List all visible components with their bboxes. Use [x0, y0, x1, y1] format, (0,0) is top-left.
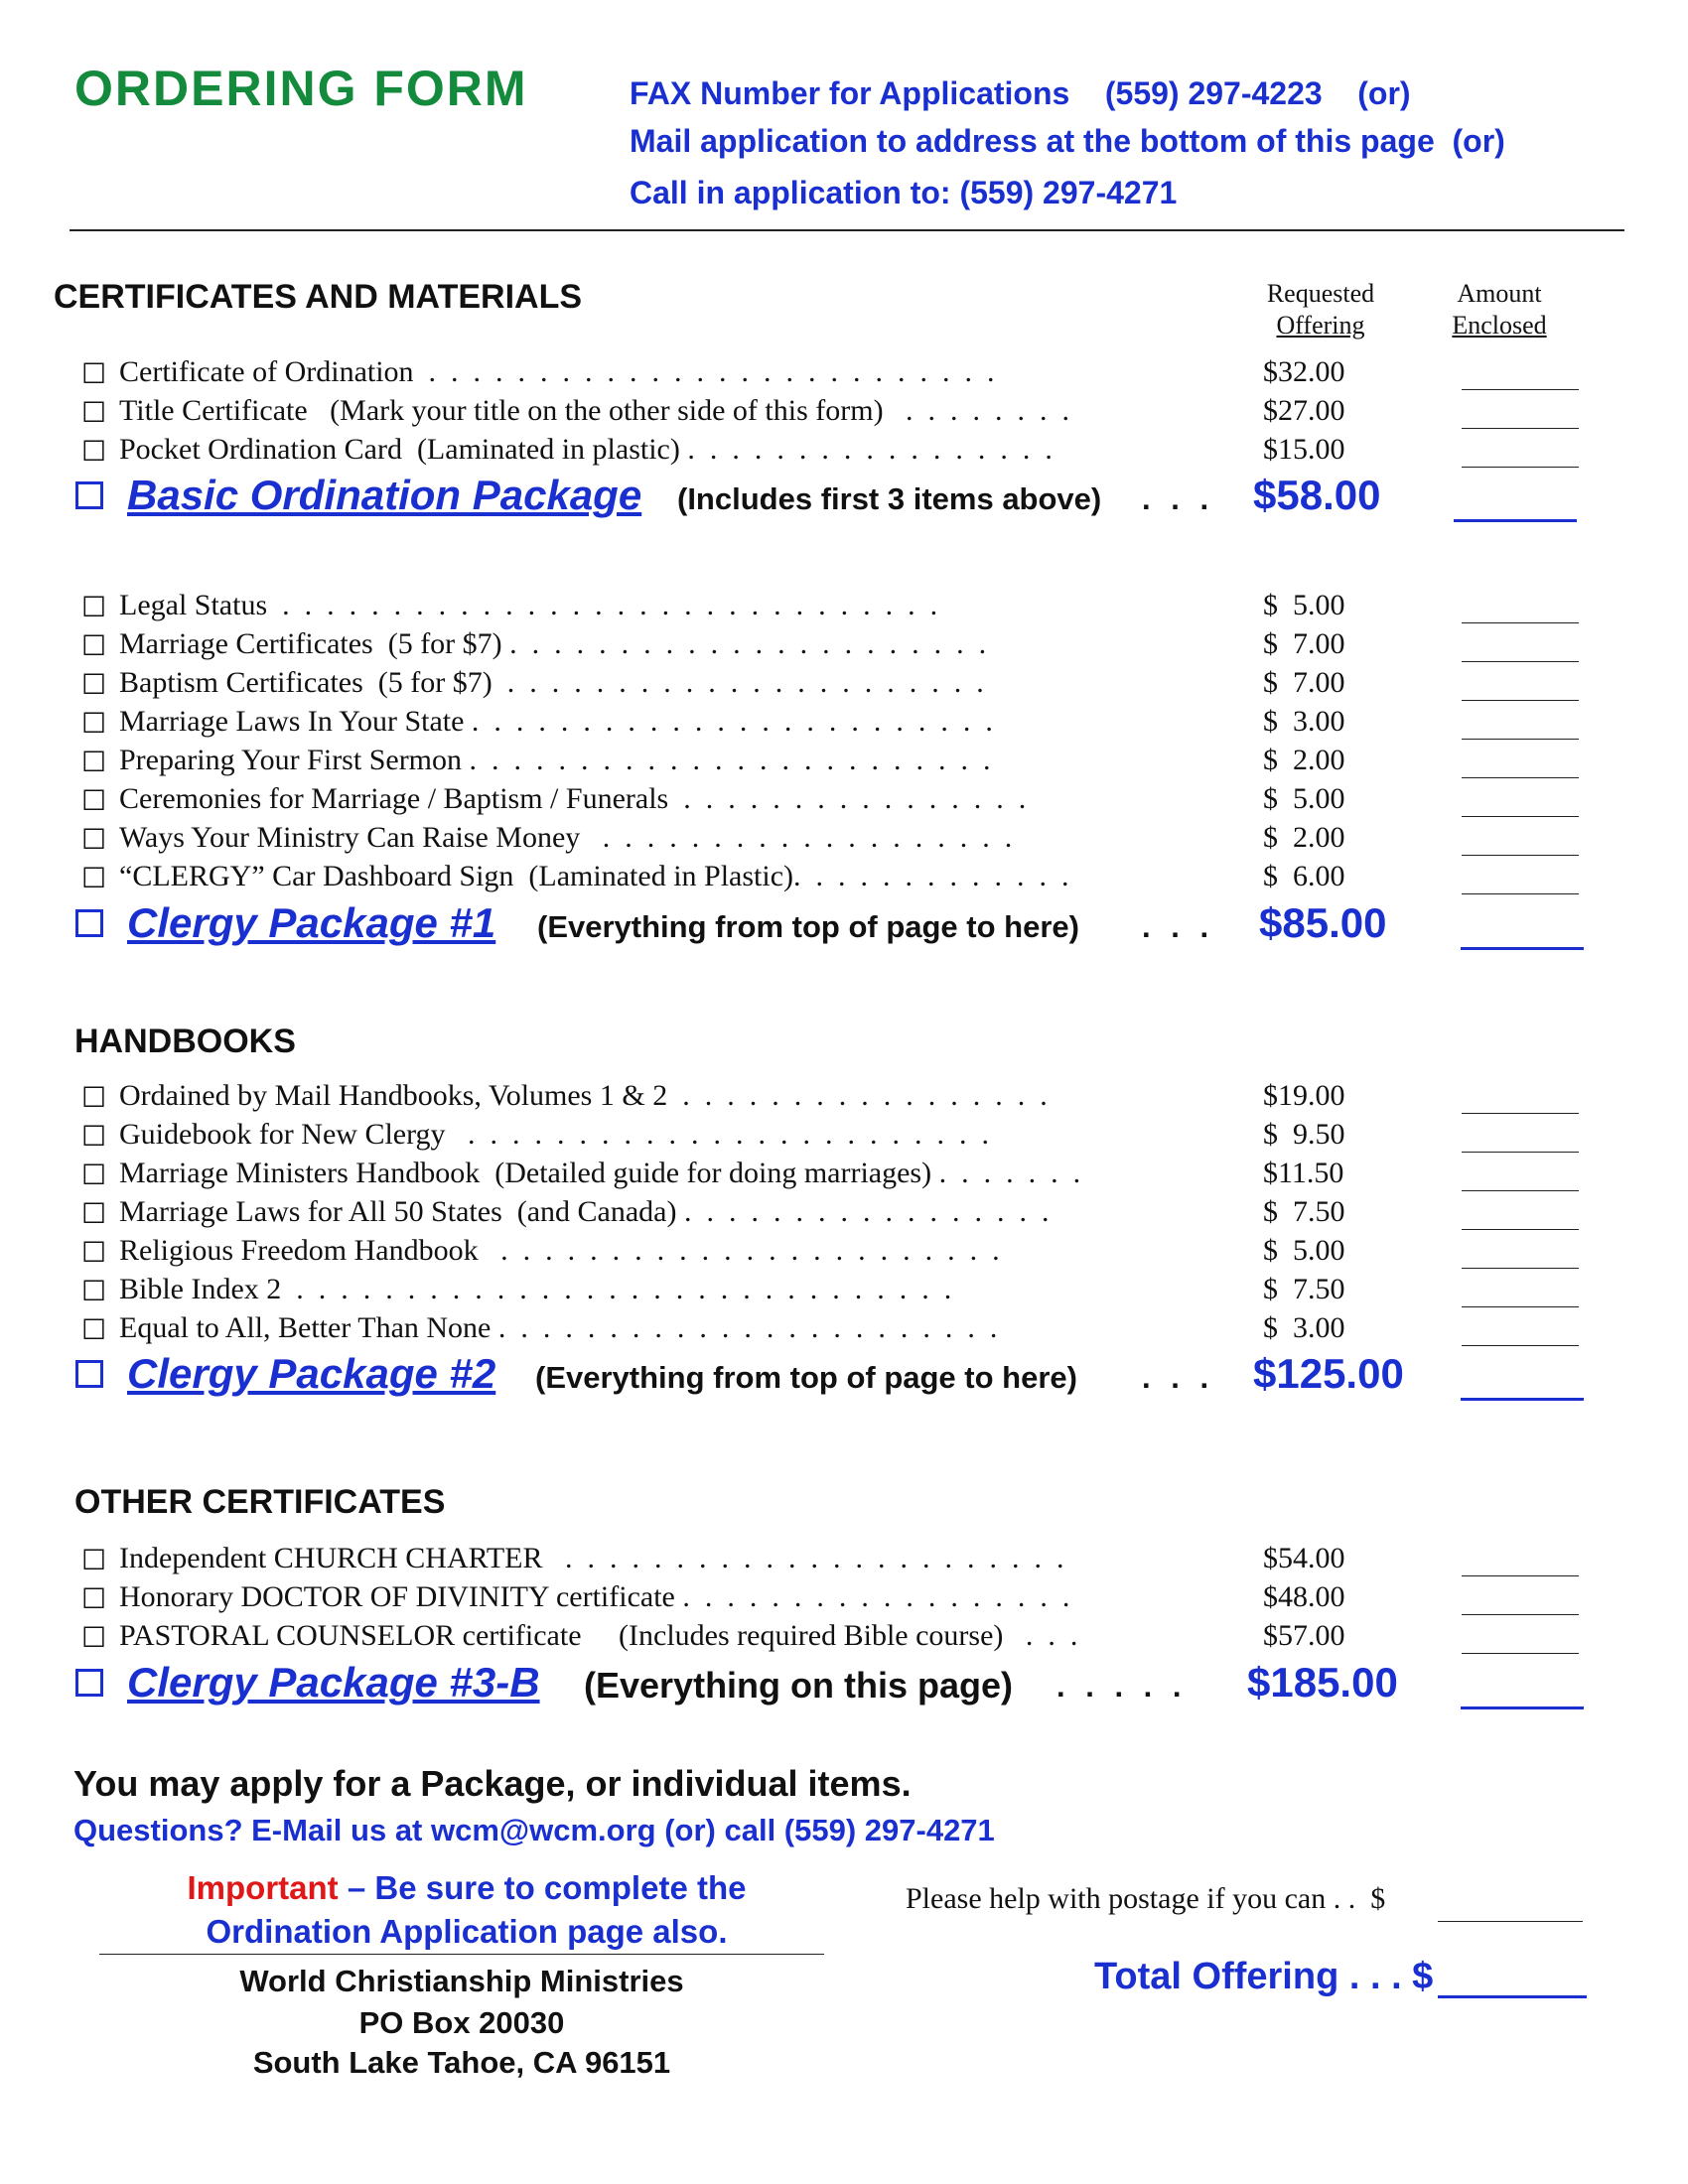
- package-row-clergy-2[interactable]: Clergy Package #2 (Everything from top of page to here) . . . $125.00: [75, 1350, 1585, 1404]
- amount-blank[interactable]: [1462, 1229, 1579, 1230]
- checkbox-icon[interactable]: ☐: [81, 1582, 107, 1615]
- package-row-clergy-3b[interactable]: Clergy Package #3-B (Everything on this page) . . . . . $185.00: [75, 1659, 1585, 1712]
- list-item[interactable]: ☐ Guidebook for New Clergy . . . . . . . . . . . . . . . . . . . . . . . . $ 9.50: [81, 1118, 1233, 1158]
- checkbox-icon[interactable]: [75, 1360, 103, 1388]
- checkbox-icon[interactable]: ☐: [81, 707, 107, 740]
- amount-blank[interactable]: [1462, 428, 1579, 429]
- checkbox-icon[interactable]: ☐: [81, 1120, 107, 1153]
- list-item[interactable]: ☐ Pocket Ordination Card (Laminated in plastic) . . . . . . . . . . . . . . . . . $15.00: [81, 433, 1233, 473]
- amount-blank[interactable]: [1462, 1268, 1579, 1269]
- apply-note: You may apply for a Package, or individual items.: [73, 1763, 912, 1804]
- checkbox-icon[interactable]: [75, 481, 103, 509]
- amount-blank[interactable]: [1461, 947, 1584, 950]
- checkbox-icon[interactable]: ☐: [81, 1159, 107, 1191]
- list-item[interactable]: ☐ “CLERGY” Car Dashboard Sign (Laminated in Plastic). . . . . . . . . . . . . $ 6.00: [81, 860, 1233, 899]
- amount-blank[interactable]: [1462, 855, 1579, 856]
- postage-note: Please help with postage if you can . . $: [906, 1882, 1386, 1915]
- package-name[interactable]: Clergy Package #1: [127, 899, 496, 946]
- checkbox-icon[interactable]: ☐: [81, 629, 107, 662]
- package-name[interactable]: Basic Ordination Package: [127, 472, 642, 518]
- amount-blank[interactable]: [1462, 1575, 1579, 1576]
- page-title: ORDERING FORM: [74, 61, 528, 116]
- section-title-other-certificates: OTHER CERTIFICATES: [74, 1483, 446, 1521]
- checkbox-icon[interactable]: [75, 909, 103, 937]
- list-item[interactable]: ☐ Marriage Ministers Handbook (Detailed guide for doing marriages) . . . . . . . $11.50: [81, 1157, 1233, 1196]
- amount-blank[interactable]: [1462, 700, 1579, 701]
- amount-blank[interactable]: [1462, 1152, 1579, 1153]
- address-divider: [99, 1954, 824, 1955]
- checkbox-icon[interactable]: ☐: [81, 435, 107, 468]
- column-header-amount: Amount Enclosed: [1452, 279, 1547, 340]
- checkbox-icon[interactable]: ☐: [81, 1236, 107, 1269]
- amount-blank[interactable]: [1462, 1306, 1579, 1307]
- checkbox-icon[interactable]: ☐: [81, 823, 107, 856]
- amount-blank[interactable]: [1461, 1398, 1584, 1401]
- list-item[interactable]: ☐ Ways Your Ministry Can Raise Money . . . . . . . . . . . . . . . . . . . $ 2.00: [81, 821, 1233, 861]
- call-line: Call in application to: (559) 297-4271: [630, 175, 1178, 210]
- package-row-basic[interactable]: Basic Ordination Package (Includes first 3 items above) . . . $58.00: [75, 472, 1585, 525]
- list-item[interactable]: ☐ Marriage Certificates (5 for $7) . . . . . . . . . . . . . . . . . . . . . . $ 7.00: [81, 627, 1233, 667]
- checkbox-icon[interactable]: ☐: [81, 357, 107, 390]
- list-item[interactable]: ☐ Equal to All, Better Than None . . . . . . . . . . . . . . . . . . . . . . . $ 3.00: [81, 1311, 1233, 1351]
- postage-blank[interactable]: [1438, 1921, 1583, 1922]
- list-item[interactable]: ☐ Title Certificate (Mark your title on the other side of this form) . . . . . . . . $27.00: [81, 394, 1233, 434]
- checkbox-icon[interactable]: ☐: [81, 396, 107, 429]
- amount-blank[interactable]: [1462, 1614, 1579, 1615]
- amount-blank[interactable]: [1462, 816, 1579, 817]
- amount-blank[interactable]: [1462, 1190, 1579, 1191]
- section-title-certificates: CERTIFICATES AND MATERIALS: [54, 278, 583, 316]
- mail-line: Mail application to address at the bottom of this page (or): [630, 123, 1505, 159]
- checkbox-icon[interactable]: ☐: [81, 1621, 107, 1654]
- list-item[interactable]: ☐ Independent CHURCH CHARTER . . . . . . . . . . . . . . . . . . . . . . . $54.00: [81, 1542, 1233, 1581]
- list-item[interactable]: ☐ Ceremonies for Marriage / Baptism / Funerals . . . . . . . . . . . . . . . . $ 5.00: [81, 782, 1233, 822]
- list-item[interactable]: ☐ Marriage Laws In Your State . . . . . . . . . . . . . . . . . . . . . . . . $ 3.00: [81, 705, 1233, 745]
- amount-blank[interactable]: [1462, 1653, 1579, 1654]
- package-name[interactable]: Clergy Package #3-B: [127, 1659, 540, 1706]
- list-item[interactable]: ☐ Honorary DOCTOR OF DIVINITY certificate . . . . . . . . . . . . . . . . . . $48.00: [81, 1580, 1233, 1620]
- package-row-clergy-1[interactable]: Clergy Package #1 (Everything from top of page to here) . . . $85.00: [75, 899, 1585, 953]
- checkbox-icon[interactable]: ☐: [81, 1081, 107, 1114]
- fax-line: FAX Number for Applications (559) 297-4223 (or): [630, 75, 1411, 111]
- list-item[interactable]: ☐ PASTORAL COUNSELOR certificate (Includes required Bible course) . . . $57.00: [81, 1619, 1233, 1659]
- checkbox-icon[interactable]: ☐: [81, 1275, 107, 1307]
- column-header-requested: Requested Offering: [1266, 279, 1375, 340]
- address-po-box: PO Box 20030: [358, 2005, 565, 2040]
- important-note: Important – Be sure to complete the Ordination Application page also.: [187, 1869, 747, 1950]
- list-item[interactable]: ☐ Certificate of Ordination . . . . . . . . . . . . . . . . . . . . . . . . . . $32.00: [81, 355, 1233, 395]
- checkbox-icon[interactable]: ☐: [81, 784, 107, 817]
- checkbox-icon[interactable]: ☐: [81, 1544, 107, 1576]
- checkbox-icon[interactable]: ☐: [81, 862, 107, 894]
- total-offering-label: Total Offering . . . $: [1094, 1956, 1434, 1997]
- address-org: World Christianship Ministries: [239, 1964, 684, 1998]
- list-item[interactable]: ☐ Marriage Laws for All 50 States (and Canada) . . . . . . . . . . . . . . . . . $ 7.50: [81, 1195, 1233, 1235]
- list-item[interactable]: ☐ Bible Index 2 . . . . . . . . . . . . . . . . . . . . . . . . . . . . . . $ 7.50: [81, 1273, 1233, 1312]
- amount-blank[interactable]: [1462, 467, 1579, 468]
- header-divider: [70, 229, 1624, 231]
- checkbox-icon[interactable]: ☐: [81, 746, 107, 778]
- package-name[interactable]: Clergy Package #2: [127, 1350, 496, 1397]
- amount-blank[interactable]: [1462, 1113, 1579, 1114]
- amount-blank[interactable]: [1462, 777, 1579, 778]
- amount-blank[interactable]: [1462, 622, 1579, 623]
- address-city: South Lake Tahoe, CA 96151: [252, 2045, 671, 2080]
- list-item[interactable]: ☐ Religious Freedom Handbook . . . . . . . . . . . . . . . . . . . . . . . $ 5.00: [81, 1234, 1233, 1274]
- amount-blank[interactable]: [1462, 661, 1579, 662]
- amount-blank[interactable]: [1454, 519, 1577, 522]
- total-offering-blank[interactable]: [1438, 1995, 1587, 1998]
- amount-blank[interactable]: [1462, 893, 1579, 894]
- list-item[interactable]: ☐ Ordained by Mail Handbooks, Volumes 1 & 2 . . . . . . . . . . . . . . . . . $19.00: [81, 1079, 1233, 1119]
- list-item[interactable]: ☐ Baptism Certificates (5 for $7) . . . . . . . . . . . . . . . . . . . . . . $ 7.00: [81, 666, 1233, 706]
- list-item[interactable]: ☐ Preparing Your First Sermon . . . . . . . . . . . . . . . . . . . . . . . . $ 2.00: [81, 744, 1233, 783]
- list-item[interactable]: ☐ Legal Status . . . . . . . . . . . . . . . . . . . . . . . . . . . . . . $ 5.00: [81, 589, 1233, 628]
- amount-blank[interactable]: [1462, 389, 1579, 390]
- checkbox-icon[interactable]: ☐: [81, 668, 107, 701]
- amount-blank[interactable]: [1461, 1706, 1584, 1709]
- checkbox-icon[interactable]: ☐: [81, 591, 107, 623]
- section-title-handbooks: HANDBOOKS: [74, 1023, 296, 1060]
- checkbox-icon[interactable]: ☐: [81, 1313, 107, 1346]
- questions-note: Questions? E-Mail us at wcm@wcm.org (or) call (559) 297-4271: [73, 1813, 995, 1847]
- amount-blank[interactable]: [1462, 739, 1579, 740]
- amount-blank[interactable]: [1462, 1345, 1579, 1346]
- checkbox-icon[interactable]: [75, 1669, 103, 1697]
- checkbox-icon[interactable]: ☐: [81, 1197, 107, 1230]
